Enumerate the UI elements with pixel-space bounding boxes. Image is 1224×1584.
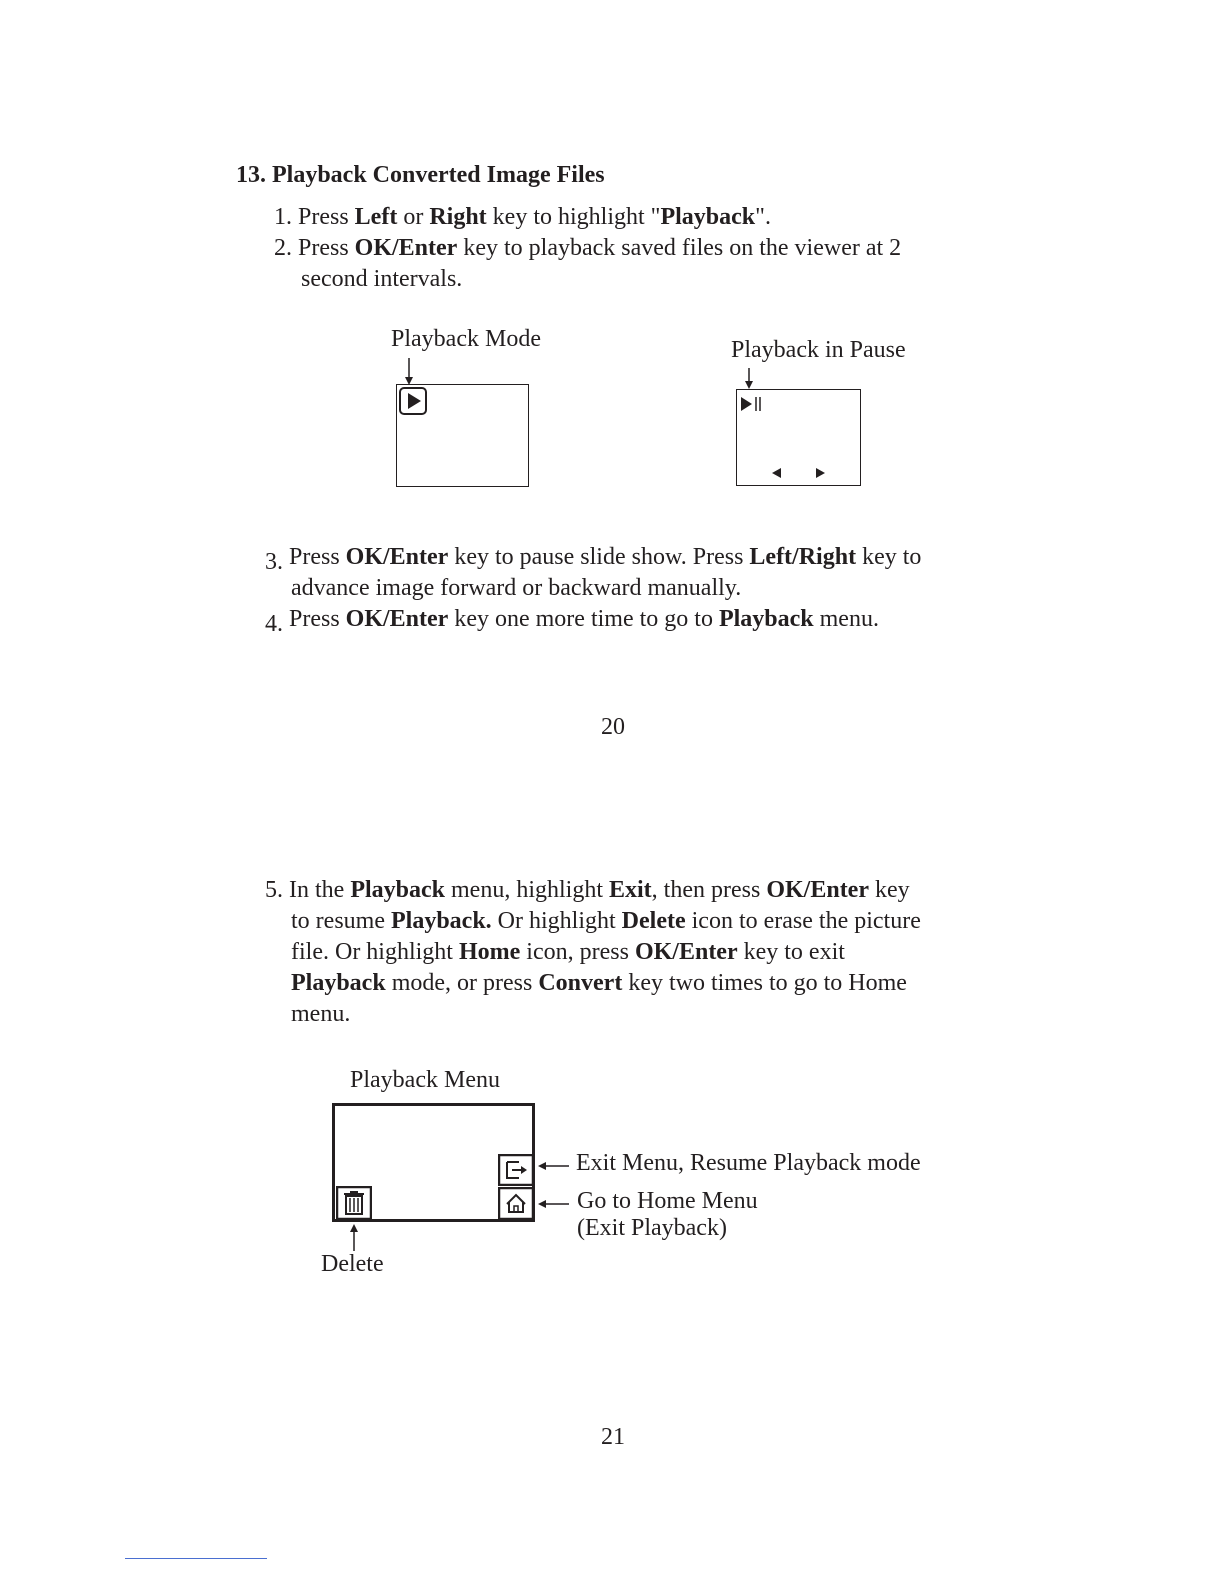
arrow-left-icon <box>538 1159 570 1173</box>
text-bold: Delete <box>621 908 686 934</box>
arrow-down-icon <box>742 368 756 390</box>
text: mode, or press <box>385 970 539 996</box>
text: Press <box>298 204 355 230</box>
playback-menu-caption: Playback Menu <box>350 1067 500 1093</box>
step-number: 4. <box>265 611 283 637</box>
text-bold: Playback <box>718 606 814 632</box>
step-4 <box>265 604 879 635</box>
delete-label: Delete <box>321 1251 384 1277</box>
text: icon, press <box>520 939 635 965</box>
text: key one more time to go to <box>448 606 719 632</box>
text-bold: Home <box>458 939 521 965</box>
text: key to exit <box>737 939 845 965</box>
text: key to pause slide show. Press <box>448 544 750 570</box>
text: Press <box>289 606 346 632</box>
step-5 <box>265 875 910 906</box>
text-bold: Right <box>429 204 487 230</box>
text: key <box>868 877 910 903</box>
step-number: 5. <box>265 877 283 903</box>
text-bold: Exit <box>609 877 652 903</box>
text: In the <box>289 877 351 903</box>
text: or <box>397 204 430 230</box>
step-5-line-3 <box>291 937 845 968</box>
step-5-line-4 <box>291 968 907 999</box>
text-bold: Playback <box>291 970 386 996</box>
text: ". <box>755 204 771 230</box>
text-bold: OK/Enter <box>634 939 738 965</box>
text-bold: OK/Enter <box>766 877 869 903</box>
playback-pause-screen <box>736 389 861 486</box>
text: file. Or highlight <box>291 939 459 965</box>
text: menu, highlight <box>445 877 609 903</box>
text: Or highlight <box>491 908 622 934</box>
step-3 <box>265 542 921 573</box>
home-menu-label: Go to Home Menu <box>577 1188 758 1214</box>
exit-icon <box>498 1154 534 1186</box>
arrow-down-icon <box>402 358 416 386</box>
text-bold: Playback. <box>390 908 492 934</box>
section-heading: 13. Playback Converted Image Files <box>236 162 605 188</box>
exit-playback-label: (Exit Playback) <box>577 1215 727 1241</box>
text-bold: Playback <box>350 877 445 903</box>
text: Press <box>289 544 346 570</box>
playback-mode-screen <box>396 384 529 487</box>
step-2-line-2: second intervals. <box>301 266 463 292</box>
text-bold: Left <box>354 204 398 230</box>
exit-menu-label: Exit Menu, Resume Playback mode <box>576 1150 921 1176</box>
text: menu. <box>813 606 879 632</box>
text: key two times to go to Home <box>622 970 907 996</box>
playback-pause-caption: Playback in Pause <box>731 337 906 363</box>
step-1 <box>274 202 771 233</box>
right-arrow-icon <box>814 467 826 479</box>
text: key to <box>856 544 922 570</box>
step-3-line-2: advance image forward or backward manually. <box>291 575 742 601</box>
trash-icon <box>336 1186 372 1220</box>
page-number: 20 <box>601 714 625 740</box>
text-bold: Left/Right <box>749 544 857 570</box>
text-bold: OK/Enter <box>345 544 449 570</box>
text: icon to erase the picture <box>685 908 921 934</box>
step-number: 3. <box>265 549 283 575</box>
text-bold: Convert <box>538 970 623 996</box>
play-icon <box>399 387 427 415</box>
home-icon <box>498 1187 534 1220</box>
text-bold: Playback <box>660 204 756 230</box>
text-bold: OK/Enter <box>345 606 449 632</box>
text: key to playback saved files on the viewer at 2 <box>457 235 902 261</box>
arrow-up-icon <box>347 1224 361 1252</box>
step-number: 1. <box>274 204 292 230</box>
playback-mode-caption: Playback Mode <box>391 326 541 352</box>
arrow-left-icon <box>538 1197 570 1211</box>
play-pause-icon <box>740 396 764 412</box>
page-number: 21 <box>601 1424 625 1450</box>
step-number: 2. <box>274 235 292 261</box>
text-bold: OK/Enter <box>354 235 458 261</box>
footer-divider <box>125 1558 267 1559</box>
text: to resume <box>291 908 391 934</box>
step-5-line-5: menu. <box>291 1001 351 1027</box>
text: key to highlight " <box>486 204 661 230</box>
step-2 <box>274 233 901 264</box>
text: Press <box>298 235 355 261</box>
playback-menu-screen <box>332 1103 535 1222</box>
step-5-line-2 <box>291 906 921 937</box>
text: , then press <box>651 877 767 903</box>
left-arrow-icon <box>771 467 783 479</box>
